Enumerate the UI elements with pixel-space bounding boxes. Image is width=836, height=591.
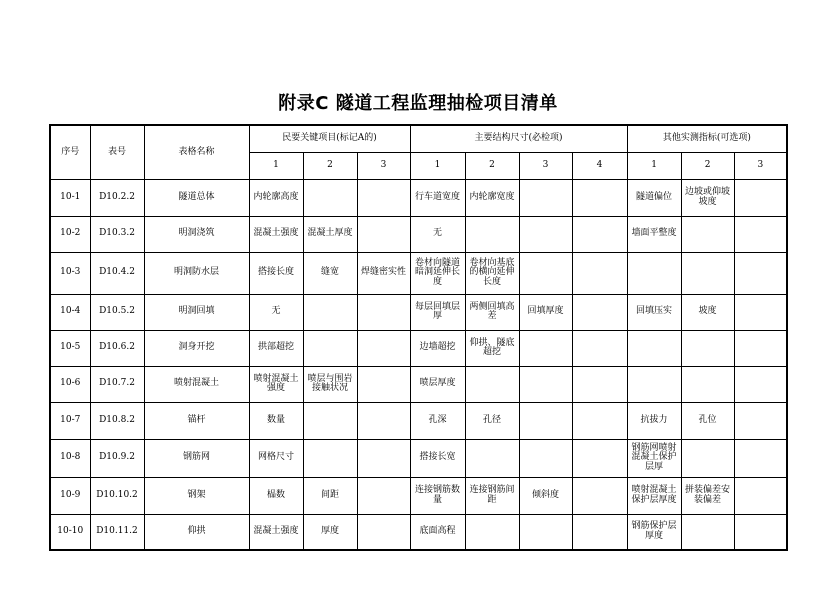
cell-key-item <box>303 294 357 330</box>
row-form-no: D10.9.2 <box>90 439 144 477</box>
cell-struct-item: 喷层厚度 <box>410 366 465 402</box>
cell-other-item <box>681 366 734 402</box>
cell-key-item: 网格尺寸 <box>249 439 303 477</box>
cell-other-item <box>734 252 787 294</box>
cell-struct-item: 孔深 <box>410 402 465 439</box>
row-seq: 10-5 <box>50 330 90 366</box>
cell-struct-item: 行车道宽度 <box>410 179 465 216</box>
cell-struct-item: 每层回填层厚 <box>410 294 465 330</box>
header-col-number: 2 <box>465 152 519 179</box>
header-group-other: 其他实测指标(可选项) <box>627 125 787 152</box>
cell-key-item: 混凝土厚度 <box>303 216 357 252</box>
cell-other-item: 拼装偏差安装偏差 <box>681 477 734 514</box>
cell-other-item <box>681 514 734 550</box>
cell-struct-item <box>465 514 519 550</box>
cell-key-item <box>303 179 357 216</box>
row-seq: 10-2 <box>50 216 90 252</box>
cell-key-item <box>357 477 410 514</box>
cell-struct-item <box>572 477 627 514</box>
header-col-number: 3 <box>519 152 572 179</box>
row-form-no: D10.3.2 <box>90 216 144 252</box>
table-row <box>50 477 787 514</box>
row-form-name: 洞身开挖 <box>144 330 249 366</box>
cell-struct-item <box>519 216 572 252</box>
cell-struct-item <box>519 330 572 366</box>
cell-key-item: 缝宽 <box>303 252 357 294</box>
cell-other-item <box>734 439 787 477</box>
cell-key-item <box>357 216 410 252</box>
cell-other-item: 喷射混凝土保护层厚度 <box>627 477 681 514</box>
header-col-number: 3 <box>734 152 787 179</box>
cell-key-item: 喷层与围岩接触状况 <box>303 366 357 402</box>
cell-other-item: 隧道偏位 <box>627 179 681 216</box>
cell-key-item <box>303 402 357 439</box>
header-form-name: 表格名称 <box>144 125 249 179</box>
row-seq: 10-9 <box>50 477 90 514</box>
page-title: 附录C 隧道工程监理抽检项目清单 <box>278 93 558 114</box>
row-seq: 10-3 <box>50 252 90 294</box>
cell-other-item <box>734 294 787 330</box>
cell-key-item <box>357 514 410 550</box>
table-row <box>50 179 787 216</box>
row-form-name: 喷射混凝土 <box>144 366 249 402</box>
header-form-no: 表号 <box>90 125 144 179</box>
cell-key-item <box>357 402 410 439</box>
cell-struct-item: 连接钢筋数量 <box>410 477 465 514</box>
cell-key-item <box>303 439 357 477</box>
table-row <box>50 439 787 477</box>
row-form-name: 明洞防水层 <box>144 252 249 294</box>
cell-other-item <box>681 330 734 366</box>
cell-struct-item <box>519 439 572 477</box>
row-seq: 10-1 <box>50 179 90 216</box>
cell-struct-item <box>572 252 627 294</box>
table-row <box>50 402 787 439</box>
cell-struct-item: 卷材向隧道暗洞延伸长度 <box>410 252 465 294</box>
cell-struct-item <box>572 402 627 439</box>
cell-other-item: 坡度 <box>681 294 734 330</box>
cell-key-item: 数量 <box>249 402 303 439</box>
header-group-struct: 主要结构尺寸(必检项) <box>410 125 627 152</box>
row-form-no: D10.6.2 <box>90 330 144 366</box>
row-form-no: D10.11.2 <box>90 514 144 550</box>
inspection-table <box>49 124 788 551</box>
cell-key-item: 无 <box>249 294 303 330</box>
cell-other-item <box>734 514 787 550</box>
row-form-name: 隧道总体 <box>144 179 249 216</box>
cell-other-item <box>734 402 787 439</box>
row-form-name: 仰拱 <box>144 514 249 550</box>
cell-other-item: 钢筋保护层厚度 <box>627 514 681 550</box>
header-col-number: 1 <box>627 152 681 179</box>
row-form-name: 锚杆 <box>144 402 249 439</box>
row-form-no: D10.5.2 <box>90 294 144 330</box>
cell-key-item <box>357 330 410 366</box>
cell-other-item <box>734 330 787 366</box>
cell-other-item <box>681 216 734 252</box>
cell-struct-item <box>572 330 627 366</box>
header-group-key: 民要关键项目(标记A的) <box>249 125 410 152</box>
cell-struct-item <box>572 216 627 252</box>
cell-struct-item: 两侧回填高差 <box>465 294 519 330</box>
cell-other-item <box>734 216 787 252</box>
row-form-name: 钢架 <box>144 477 249 514</box>
cell-struct-item: 回填厚度 <box>519 294 572 330</box>
cell-struct-item <box>572 294 627 330</box>
row-form-no: D10.7.2 <box>90 366 144 402</box>
cell-struct-item: 倾斜度 <box>519 477 572 514</box>
header-col-number: 2 <box>681 152 734 179</box>
cell-other-item <box>734 477 787 514</box>
cell-struct-item <box>572 179 627 216</box>
cell-struct-item <box>519 514 572 550</box>
row-form-no: D10.2.2 <box>90 179 144 216</box>
header-col-number: 2 <box>303 152 357 179</box>
row-seq: 10-7 <box>50 402 90 439</box>
row-seq: 10-10 <box>50 514 90 550</box>
header-col-number: 1 <box>249 152 303 179</box>
cell-key-item: 内轮廓高度 <box>249 179 303 216</box>
row-form-name: 明洞回填 <box>144 294 249 330</box>
header-col-number: 1 <box>410 152 465 179</box>
cell-key-item: 混凝土强度 <box>249 216 303 252</box>
row-seq: 10-6 <box>50 366 90 402</box>
table-row <box>50 216 787 252</box>
cell-other-item <box>627 252 681 294</box>
cell-other-item: 钢筋网喷射混凝土保护层厚 <box>627 439 681 477</box>
cell-key-item: 混凝土强度 <box>249 514 303 550</box>
cell-struct-item: 连接钢筋间距 <box>465 477 519 514</box>
cell-struct-item: 孔径 <box>465 402 519 439</box>
cell-other-item <box>627 330 681 366</box>
cell-struct-item: 搭接长宽 <box>410 439 465 477</box>
header-col-number: 3 <box>357 152 410 179</box>
cell-key-item <box>357 179 410 216</box>
cell-struct-item: 内轮廓宽度 <box>465 179 519 216</box>
cell-other-item: 回填压实 <box>627 294 681 330</box>
cell-struct-item: 无 <box>410 216 465 252</box>
cell-struct-item: 仰拱、隧底超挖 <box>465 330 519 366</box>
cell-struct-item <box>572 439 627 477</box>
cell-other-item <box>734 179 787 216</box>
row-form-no: D10.8.2 <box>90 402 144 439</box>
cell-struct-item: 边墙超挖 <box>410 330 465 366</box>
header-col-number: 4 <box>572 152 627 179</box>
row-form-name: 钢筋网 <box>144 439 249 477</box>
cell-struct-item <box>519 252 572 294</box>
cell-struct-item <box>465 216 519 252</box>
cell-key-item: 榀数 <box>249 477 303 514</box>
cell-key-item: 喷射混凝土强度 <box>249 366 303 402</box>
table-row <box>50 294 787 330</box>
table-row <box>50 514 787 550</box>
cell-other-item <box>681 252 734 294</box>
cell-other-item <box>681 439 734 477</box>
cell-key-item: 搭接长度 <box>249 252 303 294</box>
cell-struct-item <box>519 366 572 402</box>
cell-struct-item: 卷材向基底的横向延伸长度 <box>465 252 519 294</box>
cell-other-item: 抗拔力 <box>627 402 681 439</box>
cell-other-item: 墙面平整度 <box>627 216 681 252</box>
row-form-name: 明洞浇筑 <box>144 216 249 252</box>
row-seq: 10-8 <box>50 439 90 477</box>
table-row <box>50 330 787 366</box>
table-row <box>50 252 787 294</box>
cell-other-item: 孔位 <box>681 402 734 439</box>
cell-key-item: 厚度 <box>303 514 357 550</box>
cell-struct-item <box>572 366 627 402</box>
cell-key-item <box>357 439 410 477</box>
table-body <box>50 179 787 550</box>
table-row <box>50 366 787 402</box>
cell-struct-item: 底面高程 <box>410 514 465 550</box>
cell-key-item <box>357 366 410 402</box>
cell-other-item <box>627 366 681 402</box>
row-form-no: D10.4.2 <box>90 252 144 294</box>
cell-key-item: 间距 <box>303 477 357 514</box>
cell-struct-item <box>465 366 519 402</box>
cell-key-item <box>303 330 357 366</box>
cell-struct-item <box>465 439 519 477</box>
cell-other-item: 边坡或仰坡坡度 <box>681 179 734 216</box>
header-seq: 序号 <box>50 125 90 179</box>
cell-struct-item <box>519 179 572 216</box>
cell-struct-item <box>519 402 572 439</box>
cell-key-item: 焊缝密实性 <box>357 252 410 294</box>
cell-other-item <box>734 366 787 402</box>
cell-key-item: 拱部超挖 <box>249 330 303 366</box>
row-form-no: D10.10.2 <box>90 477 144 514</box>
cell-key-item <box>357 294 410 330</box>
cell-struct-item <box>572 514 627 550</box>
row-seq: 10-4 <box>50 294 90 330</box>
